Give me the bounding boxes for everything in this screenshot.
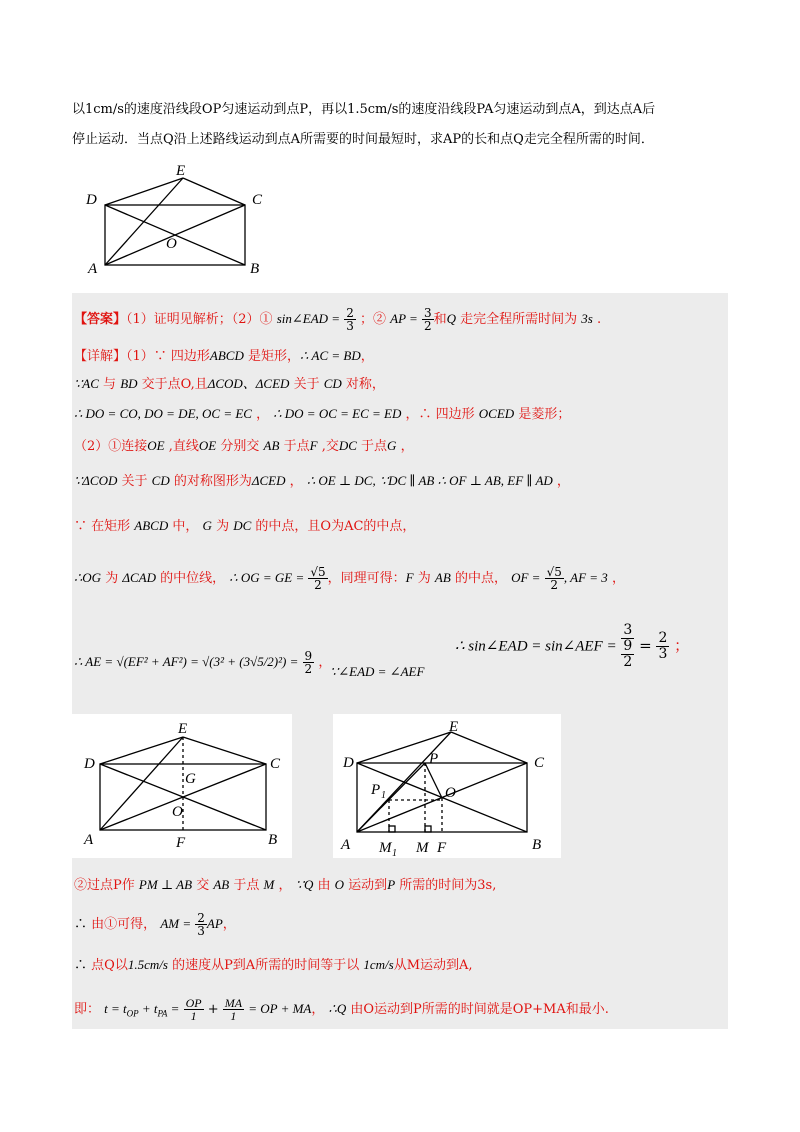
- d4-b: OE: [147, 438, 165, 453]
- fig3-label-a: A: [341, 837, 351, 853]
- d5-d: 的对称图形为: [173, 474, 252, 489]
- d2-c: BD: [120, 376, 138, 391]
- d4-f: AB: [263, 438, 280, 453]
- d7-i: AB: [434, 570, 451, 585]
- fig3-label-c: C: [534, 755, 545, 771]
- p2l4-frac1: $\frac{OP}{1}$: [185, 996, 202, 1023]
- p2-c: 交: [196, 878, 210, 893]
- d3-d: ，∴ 四边形: [405, 407, 475, 422]
- d7-d: 的中位线，: [160, 571, 226, 586]
- p2-e: 于点: [233, 878, 260, 893]
- detail-line-7: [74, 566, 625, 591]
- answer-ap: AP =: [390, 311, 418, 326]
- d8-frac: $\frac{2}{3}$: [658, 630, 668, 662]
- figure-2: [72, 714, 292, 858]
- d7-frac: $\frac{√5}{2}$: [310, 565, 326, 592]
- fig2-label-e: E: [178, 721, 188, 737]
- d5-a: ∵ΔCOD: [74, 473, 118, 488]
- fig3-label-m1: M: [379, 840, 392, 856]
- d6-d: G: [202, 518, 212, 533]
- detail-line-2: [74, 375, 385, 394]
- d7-k: OF =: [511, 570, 541, 585]
- p2-j: O: [334, 877, 345, 892]
- fig3-label-d: D: [343, 755, 354, 771]
- d7-c: ΔCAD: [122, 570, 156, 585]
- d7-e: ∴ OG = GE =: [229, 570, 305, 585]
- d5-h: ∵DC ∥ AB ∴ OF ⊥ AB, EF ∥ AD: [379, 473, 553, 488]
- part2-line-4: [74, 997, 609, 1023]
- answer-end: .: [597, 312, 602, 327]
- fig3-label-b: B: [532, 837, 542, 853]
- d6-f: DC: [233, 518, 252, 533]
- d4-i: ,交: [321, 439, 339, 454]
- d4-g: 于点: [283, 439, 310, 454]
- p2l2-frac: $\frac{2}{3}$: [197, 911, 205, 938]
- p2-g: ，: [278, 878, 292, 893]
- fig2-label-g: G: [185, 771, 196, 787]
- d7-m: ，: [611, 571, 625, 586]
- d7-a: ∴OG: [74, 570, 102, 585]
- p2l4-a: 即：: [74, 1002, 101, 1017]
- figure-rectangle-abcd: [80, 160, 280, 280]
- d7-b: 为: [105, 571, 119, 586]
- label-a: A: [88, 261, 98, 277]
- d2-b: 与: [103, 377, 117, 392]
- answer-sep: ；②: [359, 312, 386, 327]
- d4-e: 分别交: [220, 439, 260, 454]
- p2l2-d: AP: [206, 916, 223, 931]
- p2-m: 所需的时间为3s,: [399, 878, 497, 893]
- d9-frac: $\frac{9}{2}$: [304, 649, 313, 676]
- detail-line-4: [74, 437, 414, 456]
- p2-d: AB: [213, 877, 230, 892]
- d5-f: ，: [289, 474, 303, 489]
- answer-q: Q: [446, 311, 456, 326]
- detail-line-8: [455, 623, 689, 670]
- part2-line-2: [74, 912, 236, 937]
- fig3-label-o: O: [445, 785, 456, 801]
- p2l2-e: ，: [222, 917, 236, 932]
- d4-m: ，: [400, 439, 414, 454]
- p2-f: M: [263, 877, 275, 892]
- p2-l: P: [387, 877, 396, 892]
- label-e: E: [176, 163, 186, 179]
- answer-he: 和: [433, 312, 447, 327]
- detail-comma: ，: [360, 349, 374, 364]
- figure-3-panel: [333, 714, 561, 858]
- d7-h: 为: [417, 571, 431, 586]
- fig3-label-e: E: [449, 719, 459, 735]
- figure-2-panel: [72, 714, 292, 858]
- p2l4-t: $t = t_{OP} + t_{PA}$ =: [104, 1001, 180, 1019]
- d6-c: 中，: [172, 519, 199, 534]
- detail-is: 是矩形，: [248, 349, 301, 364]
- d6-b: ABCD: [134, 518, 169, 533]
- fig2-label-b: B: [268, 832, 278, 848]
- label-d: D: [86, 192, 97, 208]
- p2l3-d: 的速度从P到A所需的时间等于以: [172, 958, 360, 973]
- detail-line-5: [74, 472, 570, 491]
- d6-e: 为: [216, 519, 230, 534]
- d3-b: ，: [256, 407, 270, 422]
- d7-j: 的中点，: [454, 571, 507, 586]
- d9-c: ∵∠EAD = ∠AEF: [330, 664, 425, 679]
- fig3-label-p: P: [429, 751, 439, 767]
- p2l2-c: AM =: [160, 916, 192, 931]
- d7-g: F: [405, 570, 414, 585]
- d8-a: ∴ sin∠EAD = sin∠AEF =: [455, 638, 617, 655]
- p2l3-c: 1.5cm/s: [127, 957, 168, 972]
- d2-e: ΔCOD、ΔCED: [207, 376, 290, 391]
- fig2-label-a: A: [84, 832, 94, 848]
- d4-d: OE: [198, 438, 217, 453]
- d5-c: CD: [151, 473, 170, 488]
- answer-tail: 走完全程所需时间为: [460, 312, 578, 327]
- fig3-label-f: F: [437, 840, 447, 856]
- figure-3: [333, 714, 561, 858]
- fig2-label-f: F: [176, 835, 186, 851]
- fig3-label-m1-sub: 1: [392, 848, 397, 858]
- p2l4-e: = OP + MA: [248, 1001, 312, 1016]
- detail-abcd: ABCD: [209, 348, 244, 363]
- d5-e: ΔCED: [251, 473, 286, 488]
- d2-f: 关于: [293, 377, 320, 392]
- d4-h: F: [309, 438, 318, 453]
- d3-e: OCED: [478, 406, 515, 421]
- d4-j: DC: [338, 438, 357, 453]
- fig3-label-p1: P: [371, 782, 381, 798]
- d2-g: CD: [323, 376, 342, 391]
- p2-a: ②过点P作: [74, 878, 135, 893]
- d8-frac-compound: 3 9 2: [623, 622, 633, 670]
- d7-l: , AF = 3: [563, 570, 608, 585]
- answer-line: [74, 307, 601, 332]
- d5-g: ∴ OE ⊥ DC,: [306, 473, 376, 488]
- part2-line-3: [74, 956, 473, 975]
- answer-ap-frac: $\frac{3}{2}$: [423, 306, 432, 333]
- answer-sin-frac: $\frac{2}{3}$: [346, 306, 354, 333]
- p2-h: ∵Q: [295, 877, 314, 892]
- p2l4-frac2: $\frac{MA}{1}$: [224, 996, 243, 1023]
- fig2-label-o: O: [172, 804, 183, 820]
- d7-f: ，同理可得：: [327, 571, 406, 586]
- fig2-label-d: D: [84, 756, 95, 772]
- p2l4-g: ∴Q: [328, 1001, 347, 1016]
- d9-b: ，: [318, 655, 332, 670]
- p2l3-a: ∴: [74, 958, 88, 973]
- p2-b: PM ⊥ AB: [138, 877, 193, 892]
- p2l3-f: 从M运动到A,: [393, 958, 473, 973]
- p2l3-e: 1cm/s: [363, 957, 394, 972]
- answer-sin: sin∠EAD =: [276, 311, 341, 326]
- p2l2-b: 由①可得，: [91, 917, 157, 932]
- detail-line-9: [74, 650, 331, 675]
- d4-l: G: [387, 438, 397, 453]
- detail-line-9b: [330, 663, 424, 682]
- d8-end: ；: [674, 636, 690, 655]
- answer-time: 3s: [581, 311, 593, 326]
- d4-a: （2）①连接: [74, 439, 148, 454]
- p2l2-a: ∴: [74, 917, 88, 932]
- d8-eq: =: [639, 636, 652, 655]
- detail-prefix: 【详解】（1）∵ 四边形: [74, 349, 210, 364]
- detail-line-6: [74, 517, 415, 536]
- label-o: O: [166, 236, 177, 252]
- answer-part1: （1）证明见解析；（2）①: [126, 312, 273, 327]
- problem-line-1: 以1cm/s的速度沿线段OP匀速运动到点P，再以1.5cm/s的速度沿线段PA匀速运动到点A，到达点A后: [72, 102, 656, 117]
- label-b: B: [250, 261, 260, 277]
- d3-c: ∴ DO = OC = EC = ED: [273, 406, 402, 421]
- problem-line-2: 停止运动．当点Q沿上述路线运动到点A所需要的时间最短时，求AP的长和点Q走完全程所需的时间．: [72, 132, 654, 147]
- p2l3-b: 点Q以: [91, 958, 128, 973]
- d6-a: ∵ 在矩形: [74, 519, 131, 534]
- d4-k: 于点: [361, 439, 388, 454]
- d2-a: ∵AC: [74, 376, 99, 391]
- detail-line-1: [74, 347, 374, 366]
- d3-a: ∴ DO = CO, DO = DE, OC = EC: [74, 406, 252, 421]
- fig3-label-m: M: [416, 840, 429, 856]
- d9-a: ∴ AE = √(EF² + AF²) = √(3² + (3√5/2)²) =: [74, 654, 299, 669]
- d4-c: ,直线: [168, 439, 199, 454]
- p2l4-h: 由O运动到P所需的时间就是OP+MA和最小.: [350, 1002, 609, 1017]
- label-c: C: [252, 192, 263, 208]
- fig3-label-p1-sub: 1: [381, 790, 386, 801]
- d2-d: 交于点O,且: [141, 377, 208, 392]
- p2l4-f: ，: [311, 1002, 325, 1017]
- p2l4-plus: +: [207, 1002, 219, 1017]
- answer-prefix: 【答案】: [74, 312, 127, 327]
- d3-f: 是菱形；: [518, 407, 571, 422]
- part2-line-1: [74, 876, 496, 895]
- d2-h: 对称，: [345, 377, 385, 392]
- d7-frac2: $\frac{√5}{2}$: [546, 565, 562, 592]
- detail-ac-bd: ∴ AC = BD: [300, 348, 361, 363]
- p2-i: 由: [317, 878, 331, 893]
- p2-k: 运动到: [348, 878, 388, 893]
- d5-b: 关于: [121, 474, 148, 489]
- detail-line-3: [74, 405, 570, 424]
- d5-i: ，: [556, 474, 570, 489]
- fig2-label-c: C: [270, 756, 281, 772]
- d6-g: 的中点，且O为AC的中点，: [255, 519, 416, 534]
